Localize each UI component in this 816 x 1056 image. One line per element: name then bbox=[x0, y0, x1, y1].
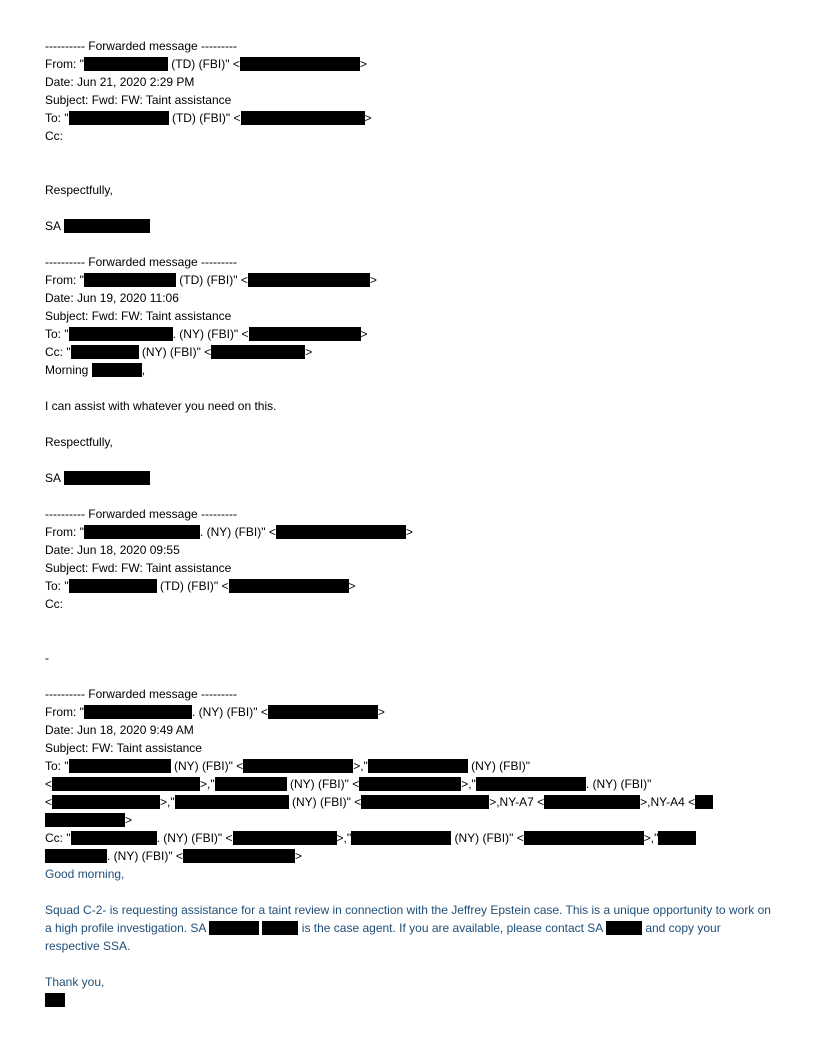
from-org: (TD) (FBI)" < bbox=[175, 273, 248, 287]
forward-divider: ---------- Forwarded message --------- bbox=[45, 687, 237, 701]
message-signature bbox=[45, 991, 775, 1009]
to-end: > bbox=[360, 327, 368, 341]
to-org: (TD) (FBI)" < bbox=[156, 579, 229, 593]
redaction bbox=[64, 219, 150, 233]
redaction bbox=[368, 759, 468, 773]
redaction bbox=[84, 57, 168, 71]
from-end: > bbox=[405, 525, 413, 539]
redaction bbox=[243, 759, 353, 773]
cc-label: Cc: " bbox=[45, 345, 71, 359]
redaction bbox=[268, 705, 378, 719]
body-text: I can assist with whatever you need on this. bbox=[45, 399, 277, 413]
forward-divider: ---------- Forwarded message --------- bbox=[45, 255, 237, 269]
forward-divider: ---------- Forwarded message --------- bbox=[45, 39, 237, 53]
redaction bbox=[209, 921, 259, 935]
redaction bbox=[45, 813, 125, 827]
to-org: (NY) (FBI)" < bbox=[170, 759, 244, 773]
to-end: > bbox=[125, 813, 133, 827]
redaction bbox=[84, 525, 200, 539]
from-line bbox=[45, 703, 775, 721]
cc-line: Cc: bbox=[45, 597, 63, 611]
date-line: Date: Jun 18, 2020 9:49 AM bbox=[45, 723, 194, 737]
signature bbox=[45, 469, 775, 487]
redaction bbox=[262, 921, 298, 935]
from-end: > bbox=[369, 273, 377, 287]
redaction bbox=[45, 849, 107, 863]
forward-divider: ---------- Forwarded message --------- bbox=[45, 507, 237, 521]
to-org: (NY) (FBI)" bbox=[467, 759, 531, 773]
to-sep: >,NY-A7 < bbox=[489, 795, 545, 809]
to-end: > bbox=[348, 579, 356, 593]
redaction bbox=[544, 795, 640, 809]
from-end: > bbox=[377, 705, 385, 719]
cc-line bbox=[45, 343, 775, 361]
redaction bbox=[248, 273, 370, 287]
redaction bbox=[69, 111, 169, 125]
redaction bbox=[69, 327, 173, 341]
to-line-cont bbox=[45, 793, 775, 811]
to-org: (TD) (FBI)" < bbox=[168, 111, 241, 125]
to-sep: >," bbox=[461, 777, 476, 791]
from-label: From: " bbox=[45, 525, 84, 539]
redaction bbox=[71, 345, 139, 359]
message-text: and copy your respective SSA. bbox=[45, 921, 721, 953]
redaction bbox=[359, 777, 461, 791]
to-label: To: " bbox=[45, 759, 69, 773]
redaction bbox=[229, 579, 349, 593]
to-line bbox=[45, 577, 775, 595]
redaction bbox=[241, 111, 365, 125]
redaction bbox=[524, 831, 644, 845]
cc-label: Cc: " bbox=[45, 831, 71, 845]
cc-org: . (NY) (FBI)" < bbox=[107, 849, 183, 863]
subject-line: Subject: FW: Taint assistance bbox=[45, 741, 202, 755]
redaction bbox=[249, 327, 361, 341]
from-org: . (NY) (FBI)" < bbox=[199, 525, 276, 539]
signature-prefix: SA bbox=[45, 219, 64, 233]
message-text: Squad C-2- is requesting assistance for a taint review in connection with the Jeffrey Epstein case. This is a unique opportunity to work on a high profile investigation. SA bbox=[45, 903, 771, 935]
redaction bbox=[84, 273, 176, 287]
to-sep: >,NY-A4 < bbox=[640, 795, 696, 809]
greeting-text: Morning bbox=[45, 363, 92, 377]
cc-sep: >," bbox=[643, 831, 659, 845]
greeting-end: , bbox=[141, 363, 146, 377]
message-greeting: Good morning, bbox=[45, 867, 125, 881]
redaction bbox=[361, 795, 489, 809]
signature bbox=[45, 217, 775, 235]
to-sep: >," bbox=[160, 795, 175, 809]
to-line bbox=[45, 757, 775, 775]
to-label: To: " bbox=[45, 111, 69, 125]
from-org: (TD) (FBI)" < bbox=[167, 57, 240, 71]
redaction bbox=[695, 795, 713, 809]
subject-line: Subject: Fwd: FW: Taint assistance bbox=[45, 309, 232, 323]
cc-line bbox=[45, 829, 775, 847]
redaction bbox=[658, 831, 696, 845]
from-line bbox=[45, 271, 775, 289]
to-line-cont bbox=[45, 811, 775, 829]
to-label: To: " bbox=[45, 579, 69, 593]
to-sep: >," bbox=[353, 759, 368, 773]
closing: Respectfully, bbox=[45, 435, 113, 449]
redaction bbox=[52, 777, 200, 791]
cc-line: Cc: bbox=[45, 129, 63, 143]
from-line bbox=[45, 523, 775, 541]
redaction bbox=[211, 345, 305, 359]
to-sep: < bbox=[45, 777, 53, 791]
from-label: From: " bbox=[45, 57, 84, 71]
subject-line: Subject: Fwd: FW: Taint assistance bbox=[45, 93, 232, 107]
to-line-cont bbox=[45, 775, 775, 793]
redaction bbox=[240, 57, 360, 71]
date-line: Date: Jun 21, 2020 2:29 PM bbox=[45, 75, 195, 89]
date-line: Date: Jun 18, 2020 09:55 bbox=[45, 543, 180, 557]
cc-end: > bbox=[294, 849, 302, 863]
cc-org: . (NY) (FBI)" < bbox=[156, 831, 233, 845]
date-line: Date: Jun 19, 2020 11:06 bbox=[45, 291, 179, 305]
from-end: > bbox=[359, 57, 367, 71]
greeting bbox=[45, 361, 775, 379]
redaction bbox=[69, 759, 171, 773]
closing: Respectfully, bbox=[45, 183, 113, 197]
to-org: . (NY) (FBI)" bbox=[585, 777, 652, 791]
to-end: > bbox=[364, 111, 372, 125]
cc-line-cont bbox=[45, 847, 775, 865]
redaction bbox=[69, 579, 157, 593]
redaction bbox=[175, 795, 289, 809]
cc-org: (NY) (FBI)" < bbox=[451, 831, 524, 845]
cc-org: (NY) (FBI)" < bbox=[138, 345, 212, 359]
from-label: From: " bbox=[45, 705, 84, 719]
subject-line: Subject: Fwd: FW: Taint assistance bbox=[45, 561, 232, 575]
message-paragraph bbox=[45, 901, 775, 955]
to-org: (NY) (FBI)" < bbox=[288, 795, 362, 809]
redaction bbox=[183, 849, 295, 863]
message-closing: Thank you, bbox=[45, 975, 105, 989]
separator-dash: - bbox=[45, 651, 49, 665]
redaction bbox=[92, 363, 142, 377]
redaction bbox=[84, 705, 192, 719]
to-org: (NY) (FBI)" < bbox=[286, 777, 360, 791]
redaction bbox=[476, 777, 586, 791]
cc-sep: >," bbox=[336, 831, 352, 845]
from-org: . (NY) (FBI)" < bbox=[191, 705, 268, 719]
to-sep: < bbox=[45, 795, 53, 809]
redaction bbox=[45, 993, 65, 1007]
redaction bbox=[606, 921, 642, 935]
email-document bbox=[45, 37, 775, 1009]
redaction bbox=[64, 471, 150, 485]
to-sep: >," bbox=[200, 777, 215, 791]
redaction bbox=[351, 831, 451, 845]
redaction bbox=[71, 831, 157, 845]
to-org: . (NY) (FBI)" < bbox=[172, 327, 249, 341]
from-label: From: " bbox=[45, 273, 84, 287]
signature-prefix: SA bbox=[45, 471, 64, 485]
redaction bbox=[276, 525, 406, 539]
from-line bbox=[45, 55, 775, 73]
redaction bbox=[52, 795, 160, 809]
to-line bbox=[45, 109, 775, 127]
redaction bbox=[233, 831, 337, 845]
to-line bbox=[45, 325, 775, 343]
cc-end: > bbox=[305, 345, 313, 359]
redaction bbox=[215, 777, 287, 791]
to-label: To: " bbox=[45, 327, 69, 341]
message-text: is the case agent. If you are available, please contact SA bbox=[298, 921, 606, 935]
